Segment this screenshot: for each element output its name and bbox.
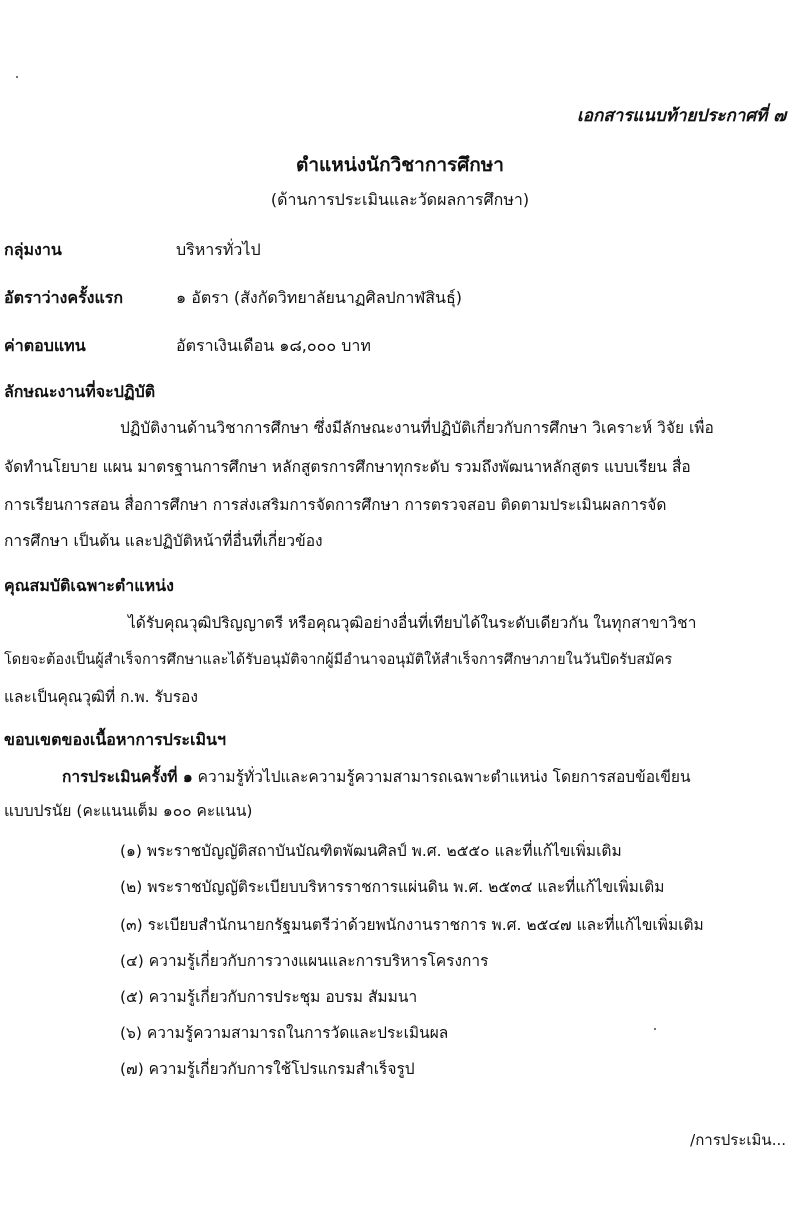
scan-speck xyxy=(654,1028,656,1030)
field-label-vacancy: อัตราว่างครั้งแรก xyxy=(4,288,124,307)
scope-item: (๔) ความรู้เกี่ยวกับการวางแผนและการบริหารโครงการ xyxy=(120,952,489,970)
field-value-work-group: บริหารทั่วไป xyxy=(176,240,261,259)
job-description-line: การเรียนการสอน สื่อการศึกษา การส่งเสริมการจัดการศึกษา การตรวจสอบ ติดตามประเมินผลการจัด xyxy=(4,496,667,514)
scope-item: (๗) ความรู้เกี่ยวกับการใช้โปรแกรมสำเร็จรูป xyxy=(120,1060,415,1078)
job-description-line: ปฏิบัติงานด้านวิชาการศึกษา ซึ่งมีลักษณะงานที่ปฏิบัติเกี่ยวกับการศึกษา วิเคราะห์ วิจัย เพื่อ xyxy=(120,419,714,437)
scope-heading: ขอบเขตของเนื้อหาการประเมินฯ xyxy=(4,730,226,749)
scope-round-label: การประเมินครั้งที่ ๑ xyxy=(62,768,193,786)
scan-speck xyxy=(16,76,18,78)
qualifications-line: โดยจะต้องเป็นผู้สำเร็จการศึกษาและได้รับอนุมัติจากผู้มีอำนาจอนุมัติให้สำเร็จการศึกษาภายในวันปิดรับสมัคร xyxy=(4,652,673,668)
job-description-line: การศึกษา เป็นต้น และปฏิบัติหน้าที่อื่นที่เกี่ยวข้อง xyxy=(4,532,323,550)
field-value-vacancy: ๑ อัตรา (สังกัดวิทยาลัยนาฏศิลปกาฬสินธุ์) xyxy=(176,288,462,307)
field-label-compensation: ค่าตอบแทน xyxy=(4,336,86,355)
scope-item: (๑) พระราชบัญญัติสถาบันบัณฑิตพัฒนศิลป์ พ.ศ. ๒๕๕๐ และที่แก้ไขเพิ่มเติม xyxy=(120,842,622,860)
job-description-line: จัดทำนโยบาย แผน มาตรฐานการศึกษา หลักสูตรการศึกษาทุกระดับ รวมถึงพัฒนาหลักสูตร แบบเรียน สื่อ xyxy=(4,458,691,476)
document-reference: เอกสารแนบท้ายประกาศที่ ๗ xyxy=(576,106,786,126)
page-subtitle: (ด้านการประเมินและวัดผลการศึกษา) xyxy=(270,190,530,209)
scope-item: (๒) พระราชบัญญัติระเบียบบริหารราชการแผ่นดิน พ.ศ. ๒๕๓๔ และที่แก้ไขเพิ่มเติม xyxy=(120,878,665,896)
qualifications-line: และเป็นคุณวุฒิที่ ก.พ. รับรอง xyxy=(4,688,198,706)
qualifications-line: ได้รับคุณวุฒิปริญญาตรี หรือคุณวุฒิอย่างอื่นที่เทียบได้ในระดับเดียวกัน ในทุกสาขาวิชา xyxy=(128,614,697,632)
scope-item: (๓) ระเบียบสำนักนายกรัฐมนตรีว่าด้วยพนักงานราชการ พ.ศ. ๒๕๔๗ และที่แก้ไขเพิ่มเติม xyxy=(120,916,704,934)
qualifications-heading: คุณสมบัติเฉพาะตำแหน่ง xyxy=(4,576,174,595)
scope-round-line2: แบบปรนัย (คะแนนเต็ม ๑๐๐ คะแนน) xyxy=(4,802,253,820)
page-title: ตำแหน่งนักวิชาการศึกษา xyxy=(296,154,504,176)
scope-round-text: ความรู้ทั่วไปและความรู้ความสามารถเฉพาะตำแหน่ง โดยการสอบข้อเขียน xyxy=(192,768,691,786)
job-description-heading: ลักษณะงานที่จะปฏิบัติ xyxy=(4,382,156,401)
field-value-compensation: อัตราเงินเดือน ๑๘,๐๐๐ บาท xyxy=(176,336,371,355)
scope-item: (๕) ความรู้เกี่ยวกับการประชุม อบรม สัมมนา xyxy=(120,988,418,1006)
field-label-work-group: กลุ่มงาน xyxy=(4,240,62,259)
scope-round-line xyxy=(62,764,691,789)
continued-marker: /การประเมิน... xyxy=(690,1131,786,1149)
scope-item: (๖) ความรู้ความสามารถในการวัดและประเมินผล xyxy=(120,1024,449,1042)
